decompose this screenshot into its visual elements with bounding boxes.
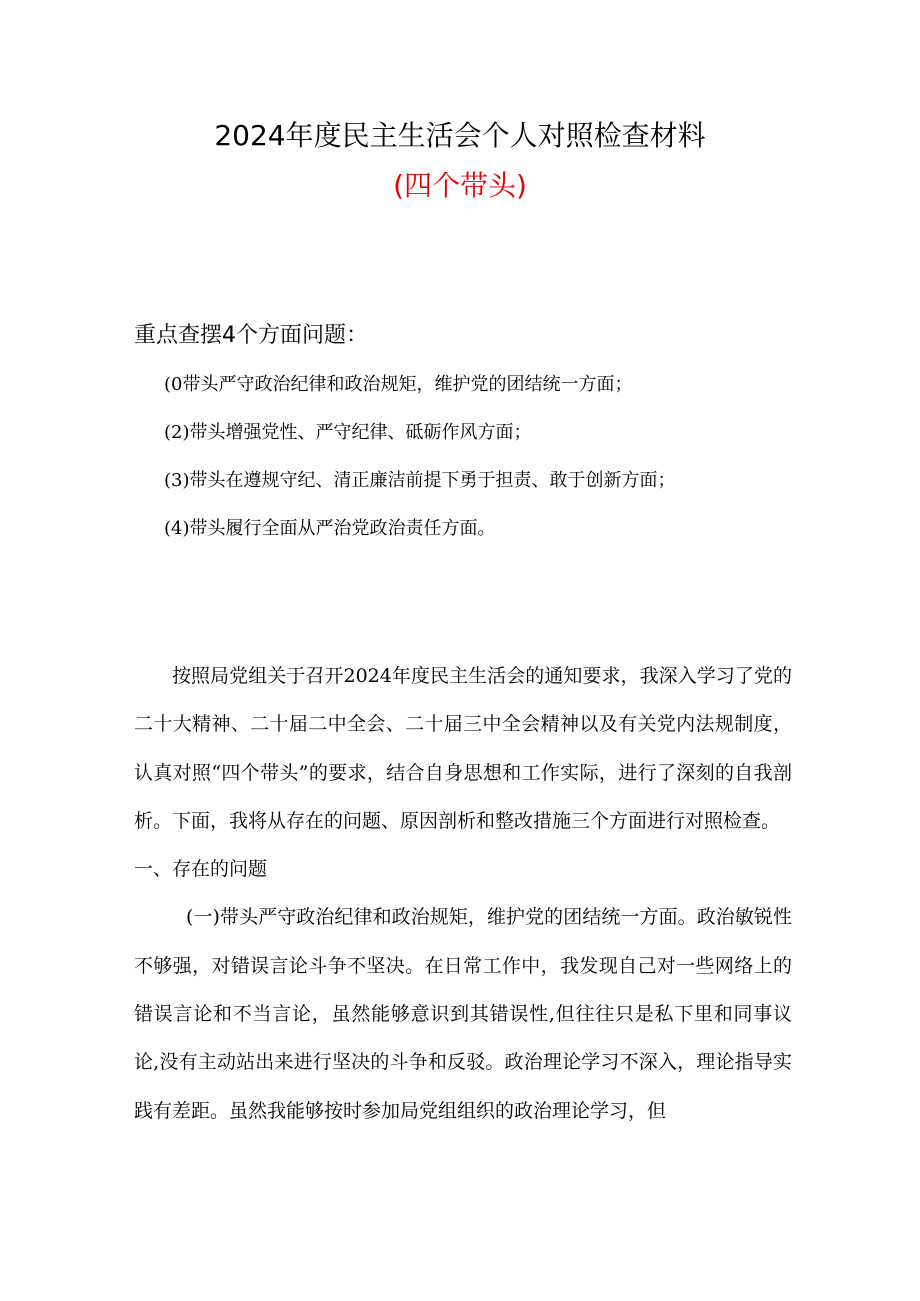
focus-item: (0带头严守政治纪律和政治规矩，维护党的团结统一方面； (164, 374, 633, 395)
document-title: 2024年度民主生活会个人对照检查材料 (214, 119, 706, 152)
focus-item: (2)带头增强党性、严守纪律、砥砺作风方面； (164, 422, 532, 443)
document-subtitle: (四个带头) (393, 169, 527, 202)
focus-list (164, 370, 676, 562)
intro-paragraph: 按照局党组关于召开2024年度民主生活会的通知要求，我深入学习了党的二十大精神、二十届二中全会、二十届三中全会精神以及有关党内法规制度，认真对照“四个带头”的要求，结合自身思想和工作实际，进行了深刻的自我剖析。下面，我将从存在的问题、原因剖析和整改措施三个方面进行对照检查。 (134, 665, 792, 832)
focus-heading: 重点查摆4个方面问题： (134, 323, 368, 348)
focus-item: (4)带头履行全面从严治党政治责任方面。 (164, 518, 496, 539)
focus-item: (3)带头在遵规守纪、清正廉洁前提下勇于担责、敢于创新方面； (164, 470, 676, 491)
body-text (134, 652, 792, 1135)
section-heading: 一、存在的问题 (134, 858, 268, 881)
section-paragraph: (一)带头严守政治纪律和政治规矩，维护党的团结统一方面。政治敏锐性不够强，对错误言论斗争不坚决。在日常工作中，我发现自己对一些网络上的错误言论和不当言论，虽然能够意识到其错误性,但往往只是私下里和同事议论,没有主动站出来进行坚决的斗争和反驳。政治理论学习不深入，理论指导实践有差距。虽然我能够按时参加局党组组织的政治理论学习，但 (134, 906, 792, 1122)
